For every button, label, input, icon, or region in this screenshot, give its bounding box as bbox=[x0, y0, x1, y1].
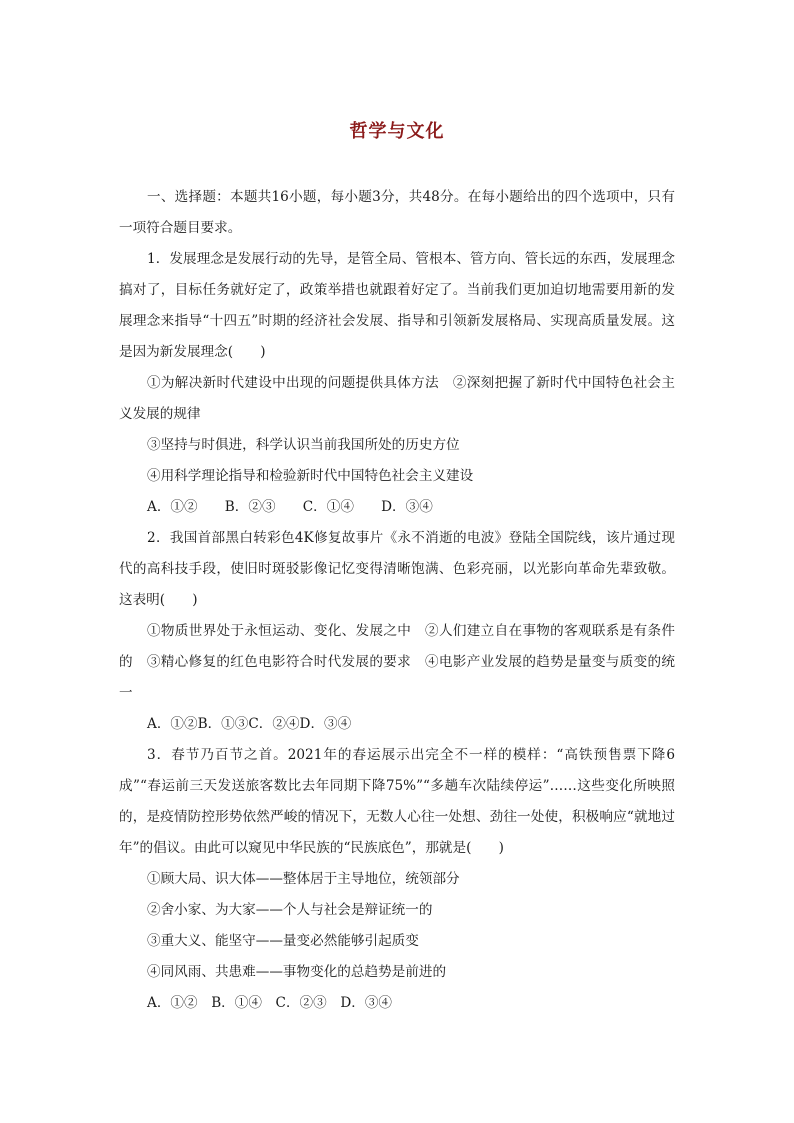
question-3-stem: 3．春节乃百节之首。2021年的春运展示出完全不一样的模样：“高铁预售票下降6成”“春运前三天发送旅客数比去年同期下降75%”“多趟车次陆续停运”……这些变化所映照的，是疫情防控形势依然严峻的情况下，无数人心往一处想、劲往一处使，积极响应“就地过年”的倡议。由此可以窥见中华民族的“民族底色”，那就是( ) bbox=[119, 747, 675, 856]
question-2-options: A．①②B．①③C．②④D．③④ bbox=[147, 716, 352, 732]
question-1-statement-4: ④用科学理论指导和检验新时代中国特色社会主义建设 bbox=[147, 468, 474, 484]
question-2-statements: ①物质世界处于永恒运动、变化、发展之中 ②人们建立自在事物的客观联系是有条件的 ③精心修复的红色电影符合时代发展的要求 ④电影产业发展的趋势是量变与质变的统一 bbox=[119, 623, 675, 701]
question-2-stem: 2．我国首部黑白转彩色4K修复故事片《永不消逝的电波》登陆全国院线，该片通过现代的高科技手段，使旧时斑驳影像记忆变得清晰饱满、色彩亮丽，以光影向革命先辈致敬。这表明( ) bbox=[119, 530, 675, 608]
question-1-stem: 1．发展理念是发展行动的先导，是管全局、管根本、管方向、管长远的东西，发展理念搞对了，目标任务就好定了，政策举措也就跟着好定了。当前我们更加迫切地需要用新的发展理念来指导“十四五”时期的经济社会发展、指导和引领新发展格局、实现高质量发展。这是因为新发展理念( ) bbox=[119, 251, 675, 360]
question-3-options: A．①② B．①④ C．②③ D．③④ bbox=[147, 995, 393, 1011]
question-1-statement-3: ③坚持与时俱进，科学认识当前我国所处的历史方位 bbox=[147, 437, 460, 453]
question-1-options: A．①② B．②③ C．①④ D．③④ bbox=[147, 499, 433, 515]
page-title: 哲学与文化 bbox=[349, 121, 445, 142]
question-3-statement-3: ③重大义、能坚守——量变必然能够引起质变 bbox=[147, 933, 419, 949]
section-intro: 一、选择题：本题共16小题，每小题3分，共48分。在每小题给出的四个选项中，只有一项符合题目要求。 bbox=[119, 189, 675, 236]
question-1-statement-1-2: ①为解决新时代建设中出现的问题提供具体方法 ②深刻把握了新时代中国特色社会主义发展的规律 bbox=[119, 375, 675, 422]
question-3-statement-4: ④同风雨、共患难——事物变化的总趋势是前进的 bbox=[147, 964, 447, 980]
question-3-statement-1: ①顾大局、识大体——整体居于主导地位，统领部分 bbox=[147, 871, 460, 887]
question-3-statement-2: ②舍小家、为大家——个人与社会是辩证统一的 bbox=[147, 902, 433, 918]
document-page bbox=[119, 118, 675, 1019]
